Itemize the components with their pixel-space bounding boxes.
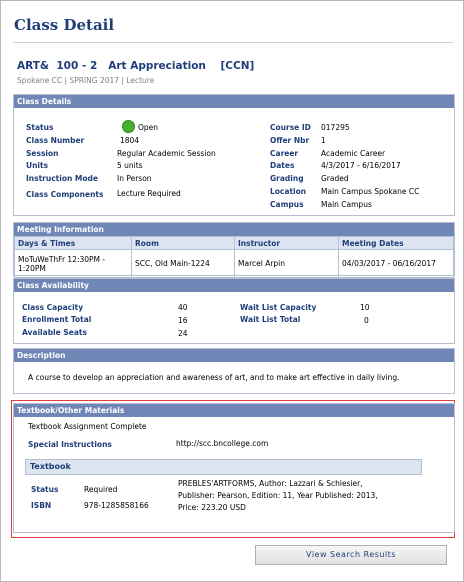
class-number-label: Class Number: [26, 136, 85, 145]
career-value: Academic Career: [321, 149, 386, 158]
grading-value: Graded: [321, 174, 349, 183]
class-availability-section: [13, 278, 455, 344]
class-components-label: Class Components: [26, 190, 104, 199]
textbook-status-value: Required: [84, 485, 118, 494]
textbook-assignment-status: Textbook Assignment Complete: [28, 422, 147, 431]
book-info-line-2: Publisher: Pearson, Edition: 11, Year Published: 2013,: [178, 491, 378, 500]
textbook-status-label: Status: [31, 485, 59, 494]
class-availability-header: Class Availability: [14, 279, 454, 292]
class-number-value: 1804: [120, 136, 140, 145]
instruction-mode-label: Instruction Mode: [26, 174, 98, 183]
room-cell: SCC, Old Main-1224: [132, 250, 235, 278]
session-label: Session: [26, 149, 59, 158]
wait-list-total-label: Wait List Total: [240, 315, 301, 324]
book-info-line-3: Price: 223.20 USD: [178, 503, 246, 512]
class-components-value: Lecture Required: [117, 189, 181, 198]
book-info-line-1: PREBLES'ARTFORMS, Author: Lazzari & Schlesier,: [178, 479, 363, 488]
room-header: Room: [132, 237, 235, 250]
textbook-subheader: Textbook: [25, 459, 422, 475]
dates-value: 4/3/2017 - 6/16/2017: [321, 161, 401, 170]
wait-list-total-value: 0: [364, 316, 369, 325]
wait-list-capacity-label: Wait List Capacity: [240, 303, 317, 312]
grading-label: Grading: [270, 174, 304, 183]
open-status-icon: [122, 120, 135, 133]
instructor-cell: Marcel Arpin: [235, 250, 339, 278]
instructor-header: Instructor: [235, 237, 339, 250]
instruction-mode-value: In Person: [117, 174, 152, 183]
status-value: Open: [138, 123, 159, 132]
location-value: Main Campus Spokane CC: [321, 187, 420, 196]
course-id-label: Course ID: [270, 123, 311, 132]
offer-nbr-label: Offer Nbr: [270, 136, 310, 145]
status-label: Status: [26, 123, 54, 132]
days-times-header: Days & Times: [15, 237, 132, 250]
campus-label: Campus: [270, 200, 304, 209]
meeting-dates-cell: 04/03/2017 - 06/16/2017: [339, 250, 454, 278]
wait-list-capacity-value: 10: [360, 303, 370, 312]
meeting-table: [14, 236, 454, 278]
isbn-label: ISBN: [31, 501, 52, 510]
course-id-value: 017295: [321, 123, 350, 132]
special-instructions-label: Special Instructions: [28, 440, 112, 449]
session-value: Regular Academic Session: [117, 149, 216, 158]
days-times-cell: MoTuWeThFr 12:30PM - 1:20PM: [15, 250, 132, 278]
view-search-results-button[interactable]: View Search Results: [255, 545, 447, 565]
description-section: [13, 348, 455, 394]
units-label: Units: [26, 161, 49, 170]
textbook-header: Textbook/Other Materials: [14, 404, 454, 417]
available-seats-label: Available Seats: [22, 328, 87, 337]
page-title: Class Detail: [14, 16, 115, 34]
offer-nbr-value: 1: [321, 136, 326, 145]
class-capacity-value: 40: [178, 303, 188, 312]
course-subtitle: Spokane CC | SPRING 2017 | Lecture: [17, 76, 155, 85]
isbn-value: 978-1285858166: [84, 501, 149, 510]
meeting-info-header: Meeting Information: [14, 223, 454, 236]
class-details-header: Class Details: [14, 95, 454, 108]
campus-value: Main Campus: [321, 200, 372, 209]
class-capacity-label: Class Capacity: [22, 303, 84, 312]
available-seats-value: 24: [178, 329, 188, 338]
dates-label: Dates: [270, 161, 295, 170]
table-row: [15, 250, 454, 278]
enrollment-total-label: Enrollment Total: [22, 315, 92, 324]
course-title: ART& 100 - 2 Art Appreciation [CCN]: [17, 60, 255, 72]
location-label: Location: [270, 187, 307, 196]
career-label: Career: [270, 149, 299, 158]
enrollment-total-value: 16: [178, 316, 188, 325]
special-instructions-link[interactable]: http://scc.bncollege.com: [176, 439, 269, 448]
meeting-info-section: [13, 222, 455, 276]
class-details-section: [13, 94, 455, 216]
meeting-dates-header: Meeting Dates: [339, 237, 454, 250]
title-divider: [13, 42, 453, 43]
description-text: A course to develop an appreciation and awareness of art, and to make art effective in daily living.: [28, 373, 400, 382]
description-header: Description: [14, 349, 454, 362]
units-value: 5 units: [117, 161, 143, 170]
